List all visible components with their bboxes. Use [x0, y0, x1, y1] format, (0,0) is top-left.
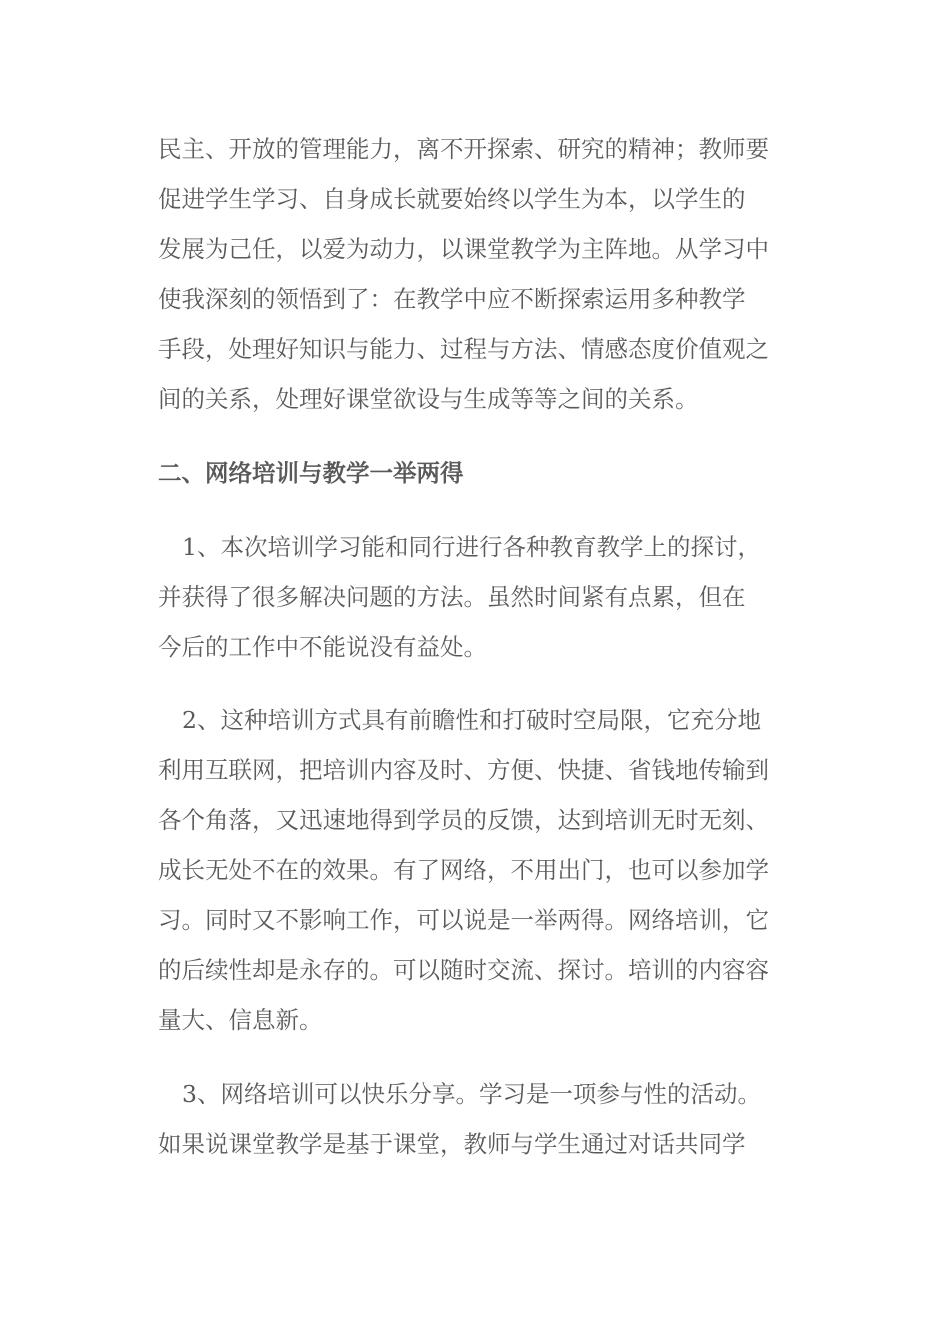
- paragraph-item-3: [158, 1069, 798, 1169]
- text-line: 成长无处不在的效果。有了网络，不用出门，也可以参加学: [158, 856, 769, 884]
- spacer: [158, 672, 798, 695]
- text-line: 手段，处理好知识与能力、过程与方法、情感态度价值观之: [158, 335, 769, 363]
- spacer: [158, 498, 798, 522]
- paragraph-intro: [158, 124, 798, 424]
- document-body: [158, 124, 798, 1169]
- section-heading: 二、网络培训与教学一举两得: [158, 459, 464, 487]
- text-line: 量大、信息新。: [158, 1006, 323, 1034]
- text-line: 间的关系，处理好课堂欲设与生成等等之间的关系。: [158, 385, 699, 413]
- text-line: 并获得了很多解决问题的方法。虽然时间紧有点累，但在: [158, 583, 746, 611]
- text-line: 的后续性却是永存的。可以随时交流、探讨。培训的内容容: [158, 956, 769, 984]
- text-line: 3、网络培训可以快乐分享。学习是一项参与性的活动。: [182, 1080, 761, 1108]
- text-line: 使我深刻的领悟到了：在教学中应不断探索运用多种教学: [158, 285, 746, 313]
- paragraph-item-2: [158, 695, 798, 1045]
- text-line: 2、这种培训方式具有前瞻性和打破时空局限，它充分地: [182, 706, 761, 734]
- text-line: 1、本次培训学习能和同行进行各种教育教学上的探讨，: [182, 533, 761, 561]
- text-line: 如果说课堂教学是基于课堂，教师与学生通过对话共同学: [158, 1130, 746, 1158]
- text-line: 今后的工作中不能说没有益处。: [158, 633, 487, 661]
- text-line: 发展为己任，以爱为动力，以课堂教学为主阵地。从学习中: [158, 235, 769, 263]
- text-line: 促进学生学习、自身成长就要始终以学生为本，以学生的: [158, 185, 746, 213]
- text-line: 习。同时又不影响工作，可以说是一举两得。网络培训，它: [158, 906, 769, 934]
- spacer: [158, 1045, 798, 1069]
- text-line: 民主、开放的管理能力，离不开探索、研究的精神；教师要: [158, 135, 769, 163]
- paragraph-item-1: [158, 522, 798, 672]
- spacer: [158, 424, 798, 448]
- text-line: 各个角落，又迅速地得到学员的反馈，达到培训无时无刻、: [158, 806, 769, 834]
- text-line: 利用互联网，把培训内容及时、方便、快捷、省钱地传输到: [158, 756, 769, 784]
